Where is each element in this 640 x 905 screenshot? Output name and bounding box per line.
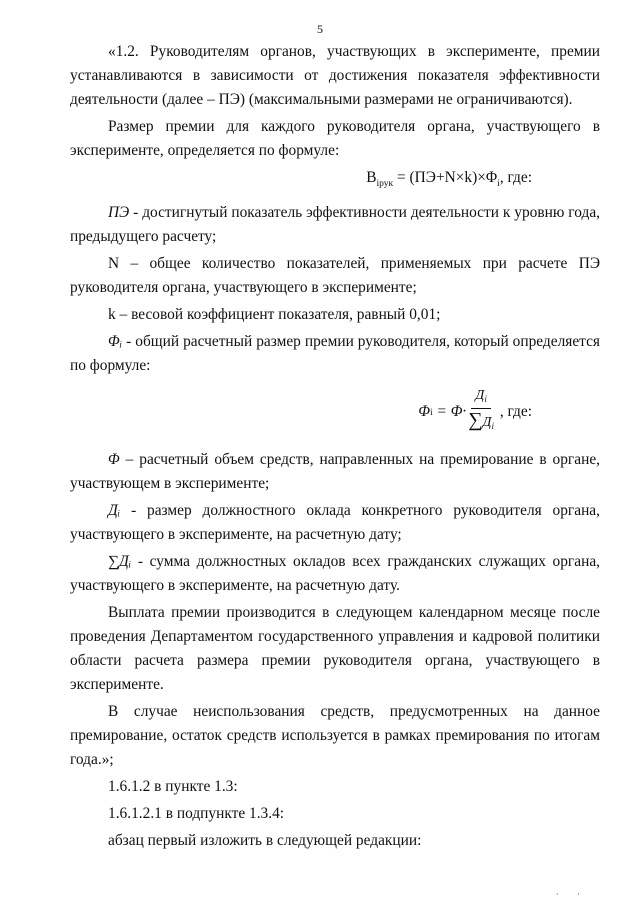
scan-corner-marks: · ·	[555, 889, 588, 899]
symbol-f: Φ	[108, 451, 120, 469]
paragraph-formula-intro: Размер премии для каждого руководителя органа, участвующего в эксперименте, определяется по формуле:	[70, 118, 600, 159]
paragraph-unused-funds: В случае неиспользования средств, предусмотренных на данное премирование, остаток средств используется в рамках премирования по итогам года.»;	[70, 703, 600, 769]
definition-k: k – весовой коэффициент показателя, равный 0,01;	[108, 306, 441, 324]
definition-pe-text: - достигнутый показатель эффективности деятельности к уровню года, предыдущего расчету;	[70, 204, 600, 246]
formula1-rhs-subscript: i	[497, 179, 500, 190]
formula2-numerator	[471, 387, 490, 409]
symbol-di: Дᵢ	[108, 502, 121, 520]
paragraph-payout: Выплата премии производится в следующем календарном месяце после проведения Департаментом государственного управления и кадровой политики области расчета размера премии руководителя органа, участвующего в эксперименте.	[70, 604, 600, 694]
formula2-lhs-subscript: i	[430, 407, 433, 418]
definition-f-text: – расчетный объем средств, направленных на премирование в органе, участвующем в эксперименте;	[70, 451, 600, 493]
definition-sum-di-text: - сумма должностных окладов всех гражданских служащих органа, участвующего в эксперименте, на расчетную дату.	[70, 553, 600, 595]
formula1-b-subscript: iрук	[376, 179, 394, 190]
definition-fi-text: - общий расчетный размер премии руководителя, который определяется по формуле:	[70, 333, 600, 375]
paragraph-1-2: «1.2. Руководителям органов, участвующих в эксперименте, премии устанавливаются в зависимости от достижения показателя эффективности деятельности (далее – ПЭ) (максимальными размерами не ограничиваются).	[70, 43, 600, 108]
sigma-symbol: ∑	[468, 409, 483, 432]
formula2-equals: =	[432, 403, 451, 421]
formula2-num-d: Д	[475, 388, 485, 404]
formula1-tail: , где:	[499, 169, 532, 186]
formula1-b: B	[366, 169, 377, 186]
formula2-tail: , где:	[495, 403, 532, 421]
formula2-denominator	[468, 409, 494, 437]
item-first-paragraph: абзац первый изложить в следующей редакции:	[108, 832, 422, 850]
definition-di	[70, 499, 600, 547]
formula2-den-subscript: i	[491, 421, 494, 432]
item-1-6-1-2: 1.6.1.2 в пункте 1.3:	[108, 778, 238, 796]
item-1-6-1-2-1: 1.6.1.2.1 в подпункте 1.3.4:	[108, 805, 285, 823]
formula2-phi: Φ·	[450, 403, 467, 421]
formula2-den-d: Д	[482, 415, 492, 431]
symbol-pe: ПЭ	[108, 204, 130, 222]
definition-pe	[70, 201, 600, 249]
definition-sum-di	[70, 550, 600, 598]
definition-fi	[70, 330, 600, 378]
formula-individual-bonus	[70, 388, 600, 436]
definition-n: N – общее количество показателей, применяемых при расчете ПЭ руководителя органа, участвующего в эксперименте;	[70, 255, 600, 297]
symbol-fi: Φᵢ	[108, 333, 123, 351]
definition-di-text: - размер должностного оклада конкретного руководителя органа, участвующего в эксперименте, на расчетную дату;	[70, 502, 600, 544]
formula2-fraction	[468, 387, 494, 437]
symbol-sum-di: ∑Дᵢ	[108, 553, 132, 571]
page-number: 5	[317, 22, 323, 36]
formula2-lhs: Φ	[418, 403, 431, 421]
formula1-rhs: = (ПЭ+N×k)×Φ	[393, 169, 498, 186]
formula2-num-subscript: i	[484, 394, 487, 405]
definition-f	[70, 448, 600, 496]
document-body	[70, 40, 600, 856]
formula-bonus-size	[70, 166, 600, 196]
